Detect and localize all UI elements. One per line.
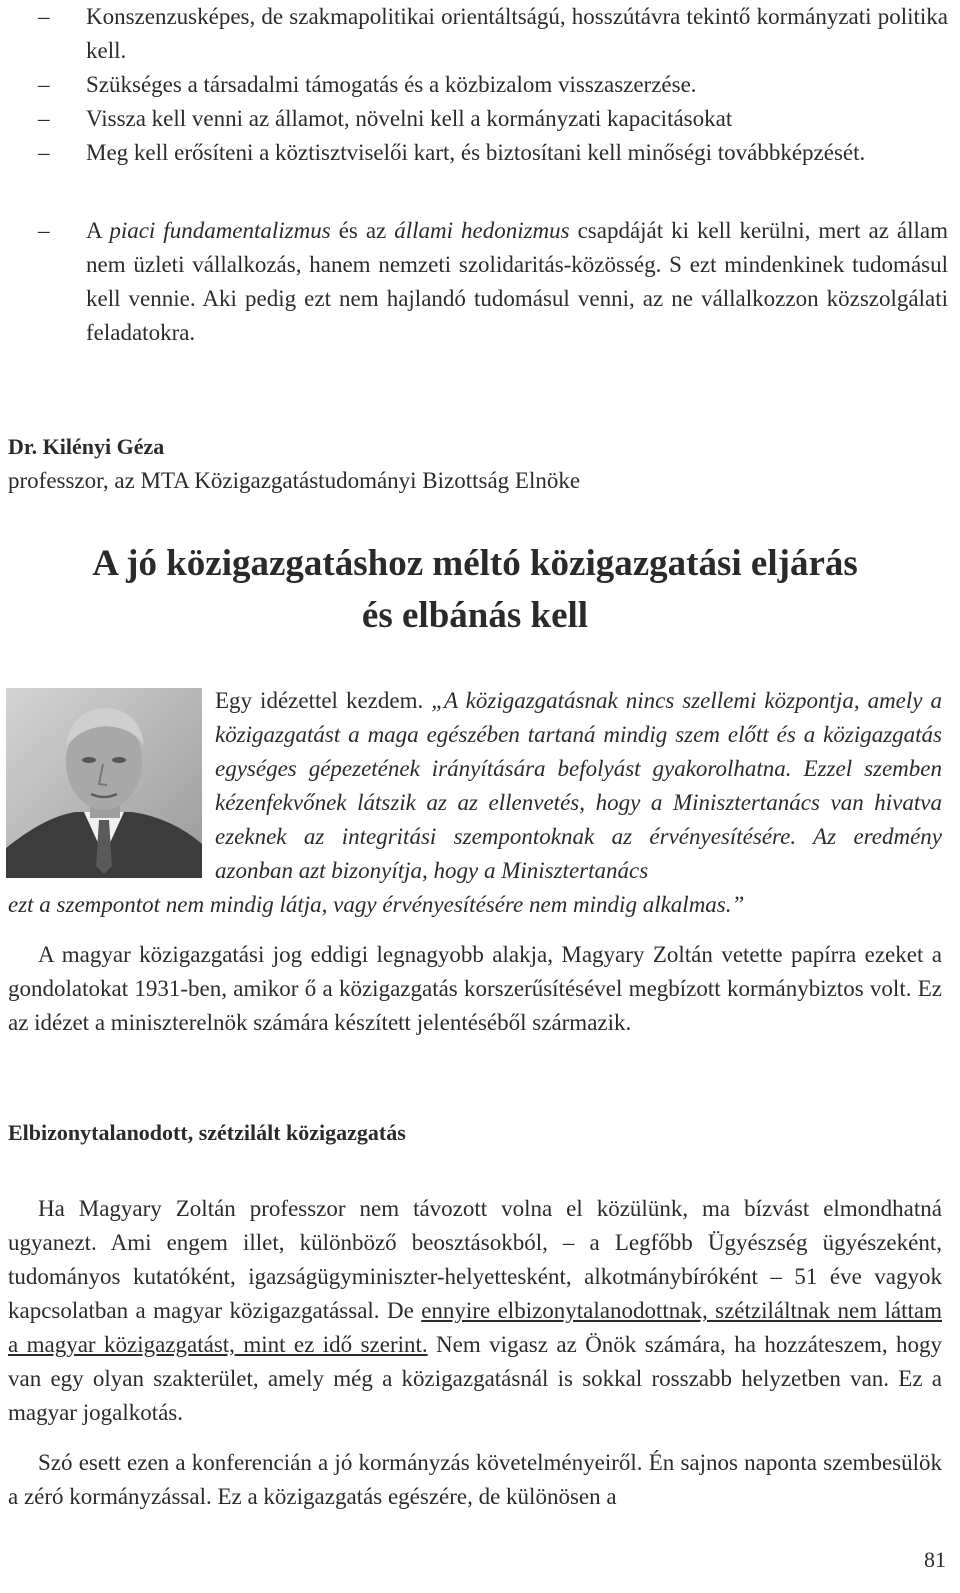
paragraph-1: A magyar közigazgatási jog eddigi legnagyobb alakja, Magyary Zoltán vetette papírra ezeket a gondolatokat 1931-ben, amikor ő a közigazgatás korszerűsítésével megbízott kormánybiztos volt. Ez az idézet a miniszterelnök számára készített jelentéséből származik. [8, 942, 942, 1035]
bullet-dash: – [38, 4, 50, 29]
intro-paragraph [215, 684, 942, 888]
bullet-dash: – [38, 218, 50, 243]
author-role: professzor, az MTA Közigazgatástudományi Bizottság Elnöke [8, 468, 581, 493]
portrait-image [6, 688, 202, 878]
intro-quote-end: ezt a szempontot nem mindig látja, vagy érvényesítésére nem mindig alkalmas.” [8, 892, 745, 917]
bullet-dash: – [38, 140, 50, 165]
page-number: 81 [924, 1547, 946, 1572]
bullet-item [8, 136, 948, 170]
paragraph-2-pre: Ha Magyary Zoltán professzor nem távozott volna el közülünk, ma bízvást elmondhatná ugyanezt. Ami engem illet, különböző beosztásokból, – a Legfőbb Ügyészség ügyészeként, tudományos kutatóként, igazságügyminiszter-helyettesként, alkotmánybíróként – 51 éve vagyok kapcsolatban a magyar közigazgatással. De [8, 1196, 942, 1323]
bullet-text: Meg kell erősíteni a köztisztviselői kart, és biztosítani kell minőségi továbbképzését. [86, 140, 866, 165]
section-heading: Elbizonytalanodott, szétzilált közigazgatás [8, 1120, 406, 1145]
bullet-text-mid: és az [330, 218, 395, 243]
paragraph-2 [8, 1192, 942, 1430]
bullet-text-pre: A [86, 218, 110, 243]
author-photo [6, 688, 202, 878]
bullet-text: Szükséges a társadalmi támogatás és a közbizalom visszaszerzése. [86, 72, 697, 97]
bullet-text [86, 214, 948, 350]
underlined-statement: ennyire elbizonytalanodottnak, szétziláltnak nem láttam a magyar közigazgatást, mint ez idő szerint. [8, 1298, 942, 1357]
italic-term: piaci fundamentalizmus [109, 218, 331, 243]
bullet-dash: – [38, 106, 50, 131]
author-name: Dr. Kilényi Géza [8, 434, 165, 459]
intro-lead: Egy idézettel kezdem. [215, 688, 432, 713]
bullet-dash: – [38, 72, 50, 97]
bullet-text: Konszenzusképes, de szakmapolitikai orientáltságú, hosszútávra tekintő kormányzati politika kell. [86, 4, 948, 63]
bullet-text-post: csapdáját ki kell kerülni, mert az állam nem üzleti vállalkozás, hanem nemzeti szolidaritás-közösség. S ezt mindenkinek tudomásul kell vennie. Aki pedig ezt nem hajlandó tudomásul venni, az ne vállalkozzon közszolgálati feladatokra. [86, 218, 948, 345]
bullet-item [8, 214, 948, 350]
title-line: A jó közigazgatáshoz méltó közigazgatási eljárás [92, 543, 858, 584]
bullet-text: Vissza kell venni az államot, növelni kell a kormányzati kapacitásokat [86, 106, 733, 131]
paragraph-3: Szó esett ezen a konferencián a jó kormányzás követelményeiről. Én sajnos naponta szembesülök a zéró kormányzással. Ez a közigazgatás egészére, de különösen a [8, 1450, 942, 1509]
intro-quote-continued [8, 888, 942, 922]
italic-term: állami hedonizmus [394, 218, 570, 243]
bullet-item [8, 102, 948, 136]
bullet-item [8, 0, 948, 68]
title-line: és elbánás kell [361, 595, 589, 636]
intro-quote: „A közigazgatásnak nincs szellemi központja, amely a közigazgatást a maga egészében tartaná mindig szem előtt és a közigazgatás egységes gépezetének irányítására befolyást gyakorolhatna. Ezzel szemben kézenfekvőnek látszik az az ellenvetés, hogy a Minisztertanács van hivatva ezeknek az integritási szempontoknak az érvényesítésére. Az eredmény azonban azt bizonyítja, hogy a Minisztertanács [215, 688, 942, 883]
bullet-item [8, 68, 948, 102]
paragraph-2-post: Nem vigasz az Önök számára, ha hozzáteszem, hogy van egy olyan szakterület, amely még a közigazgatásnál is sokkal rosszabb helyzetben van. Ez a magyar jogalkotás. [8, 1332, 942, 1425]
article-title [0, 538, 950, 642]
